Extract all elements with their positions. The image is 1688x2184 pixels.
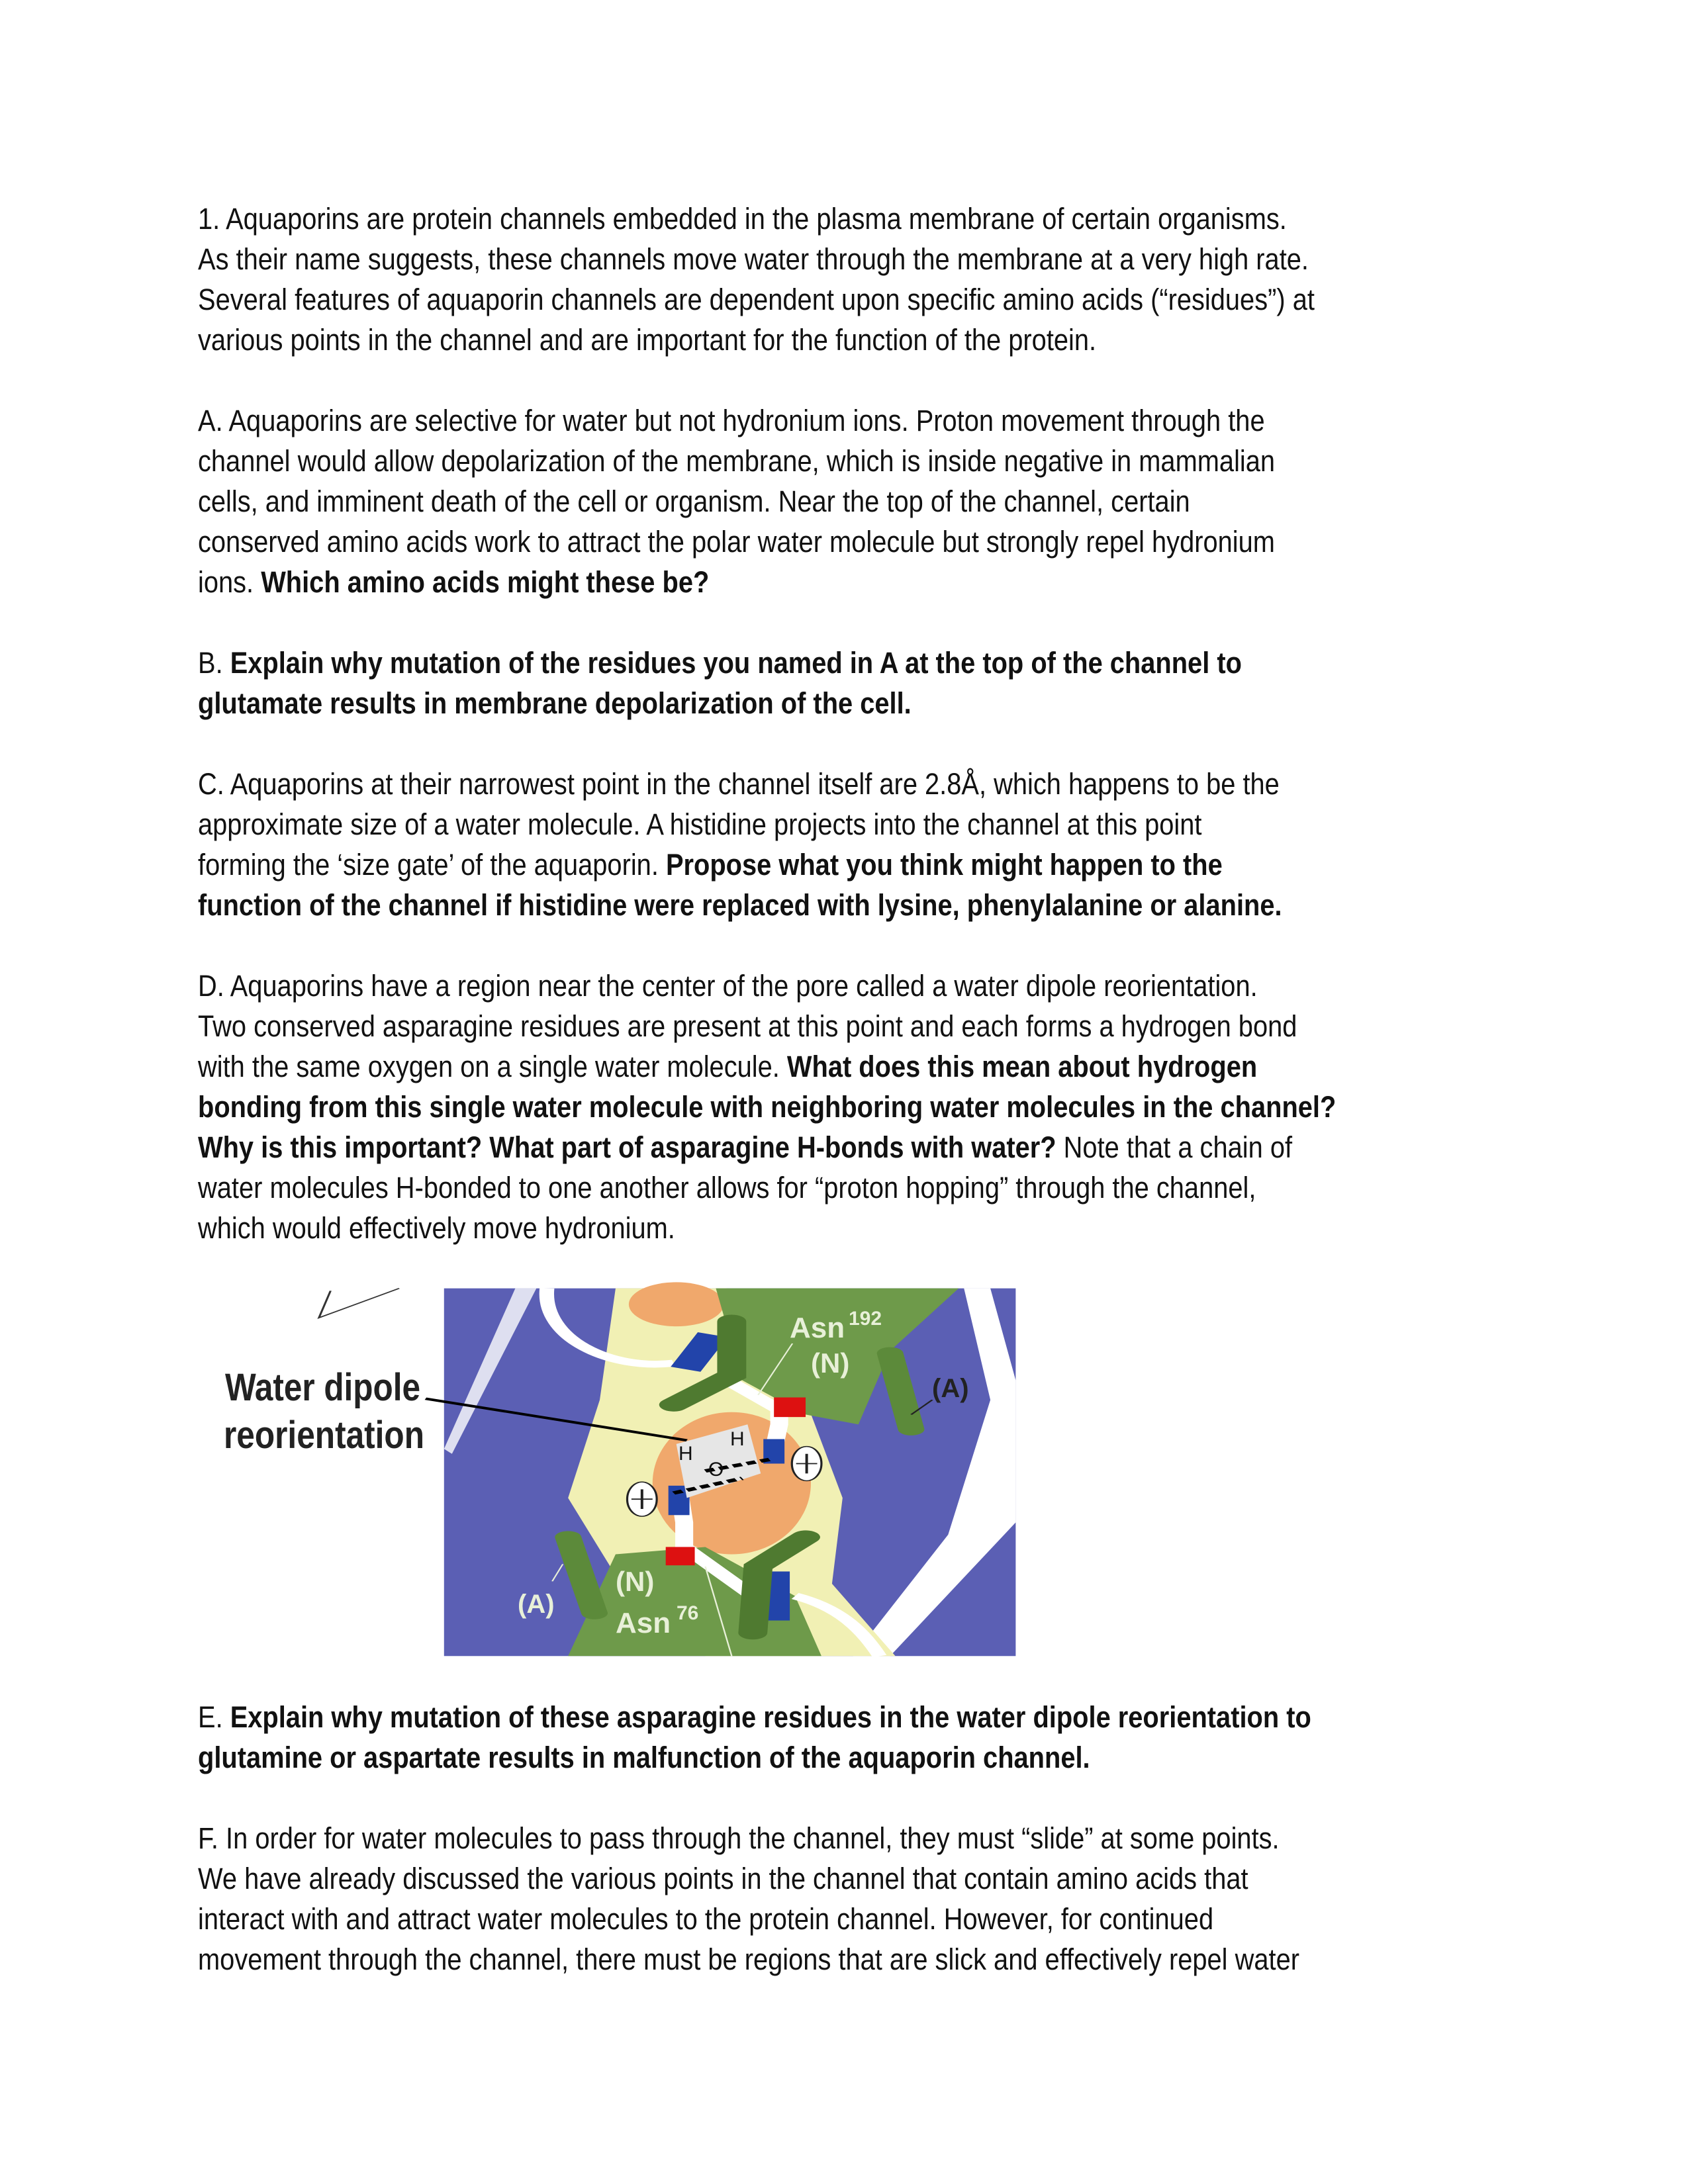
paragraph-part-a-line <box>198 562 709 602</box>
figure-label-water-dipole: Water dipole <box>225 1366 420 1409</box>
figure-label-reorientation: reorientation <box>224 1414 424 1457</box>
body-text: 1. Aquaporins are protein channels embedded in the plasma membrane of certain organisms. <box>198 202 1287 236</box>
body-text: Several features of aquaporin channels are dependent upon specific amino acids (“residues”) at <box>198 283 1315 316</box>
water-hydrogen-2: H <box>730 1428 745 1450</box>
body-text: water molecules H-bonded to one another allows for “proton hopping” through the channel, <box>198 1171 1256 1205</box>
paragraph-part-f-line <box>198 1858 1248 1899</box>
asn76-number: 76 <box>677 1602 699 1624</box>
bold-question-text: glutamate results in membrane depolarization of the cell. <box>198 686 912 720</box>
water-oxygen: O <box>708 1459 724 1480</box>
asn76-oxygen <box>666 1547 695 1565</box>
body-text: D. Aquaporins have a region near the center of the pore called a water dipole reorientation. <box>198 969 1258 1003</box>
bold-question-text: bonding from this single water molecule with neighboring water molecules in the channel? <box>198 1090 1336 1124</box>
bold-question-text: Explain why mutation of these asparagine residues in the water dipole reorientation to <box>230 1700 1311 1734</box>
body-text: Note that a chain of <box>1056 1130 1293 1164</box>
water-hydrogen-1: H <box>679 1443 693 1465</box>
paragraph-part-d-line <box>198 1208 675 1248</box>
body-text: E. <box>198 1700 230 1734</box>
body-text: We have already discussed the various points in the channel that contain amino acids that <box>198 1862 1248 1895</box>
body-text: various points in the channel and are important for the function of the protein. <box>198 323 1097 357</box>
body-text: movement through the channel, there must be regions that are slick and effectively repel water <box>198 1942 1299 1976</box>
body-text: interact with and attract water molecules to the protein channel. However, for continued <box>198 1902 1214 1936</box>
a-left-label: (A) <box>518 1590 555 1619</box>
asn192-oxygen <box>774 1397 806 1417</box>
paragraph-part-a-line <box>198 400 1265 441</box>
body-text: cells, and imminent death of the cell or organism. Near the top of the channel, certain <box>198 484 1190 518</box>
paragraph-part-a-line <box>198 441 1275 481</box>
asn192-label: Asn <box>790 1312 845 1344</box>
paragraph-part-f-line <box>198 1818 1280 1858</box>
asn192-number: 192 <box>849 1308 882 1330</box>
paragraph-intro-line <box>198 279 1315 320</box>
paragraph-part-d-line <box>198 1006 1297 1046</box>
body-text: approximate size of a water molecule. A histidine projects into the channel at this point <box>198 807 1202 841</box>
body-text: A. Aquaporins are selective for water but not hydronium ions. Proton movement through the <box>198 404 1265 437</box>
body-text: which would effectively move hydronium. <box>198 1211 675 1245</box>
paragraph-part-d-line <box>198 1087 1336 1127</box>
body-text: channel would allow depolarization of the membrane, which is inside negative in mammalian <box>198 444 1276 478</box>
body-text: conserved amino acids work to attract the polar water molecule but strongly repel hydronium <box>198 525 1275 559</box>
n-top-label: (N) <box>811 1347 850 1379</box>
paragraph-part-e-line <box>198 1697 1311 1737</box>
paragraph-part-f-line <box>198 1939 1299 1979</box>
paragraph-part-a-line <box>198 522 1275 562</box>
aquaporin-figure <box>199 1277 1026 1661</box>
n-bottom-label: (N) <box>616 1566 655 1597</box>
body-text: F. In order for water molecules to pass through the channel, they must “slide” at some points. <box>198 1821 1280 1855</box>
paragraph-part-b-line <box>198 683 912 723</box>
body-text: C. Aquaporins at their narrowest point in the channel itself are 2.8Å, which happens to be the <box>198 767 1280 801</box>
bold-question-text: What does this mean about hydrogen <box>786 1050 1258 1083</box>
paragraph-part-c-line <box>198 764 1280 804</box>
paragraph-part-d-line <box>198 1046 1257 1087</box>
a-right-label: (A) <box>932 1374 969 1403</box>
body-text: with the same oxygen on a single water molecule. <box>198 1050 787 1083</box>
bold-question-text: Why is this important? What part of asparagine H-bonds with water? <box>198 1130 1056 1164</box>
paragraph-intro-line <box>198 239 1309 279</box>
body-text: ions. <box>198 565 261 599</box>
paragraph-part-c-line <box>198 844 1223 885</box>
body-text: Two conserved asparagine residues are present at this point and each forms a hydrogen bond <box>198 1009 1297 1043</box>
body-text: B. <box>198 646 230 680</box>
paragraph-part-d-line <box>198 1167 1256 1208</box>
paragraph-part-b-line <box>198 643 1242 683</box>
orange-density-top <box>629 1282 724 1326</box>
pointer-mark <box>319 1289 399 1318</box>
paragraph-part-a-line <box>198 481 1190 522</box>
paragraph-intro-line <box>198 199 1287 239</box>
paragraph-part-c-line <box>198 885 1282 925</box>
paragraph-intro-line <box>198 320 1096 360</box>
paragraph-part-f-line <box>198 1899 1213 1939</box>
paragraph-part-e-line <box>198 1737 1090 1778</box>
bold-question-text: Propose what you think might happen to the <box>665 848 1223 882</box>
bold-question-text: glutamine or aspartate results in malfunction of the aquaporin channel. <box>198 1741 1090 1774</box>
paragraph-part-d-line <box>198 1127 1292 1167</box>
body-text: forming the ‘size gate’ of the aquaporin. <box>198 848 666 882</box>
bold-question-text: Which amino acids might these be? <box>261 565 710 599</box>
bold-question-text: function of the channel if histidine were replaced with lysine, phenylalanine or alanine. <box>198 888 1282 922</box>
paragraph-part-d-line <box>198 966 1258 1006</box>
bold-question-text: Explain why mutation of the residues you named in A at the top of the channel to <box>230 646 1242 680</box>
asn76-label: Asn <box>616 1607 671 1639</box>
body-text: As their name suggests, these channels move water through the membrane at a very high rate. <box>198 242 1309 276</box>
paragraph-part-c-line <box>198 804 1201 844</box>
